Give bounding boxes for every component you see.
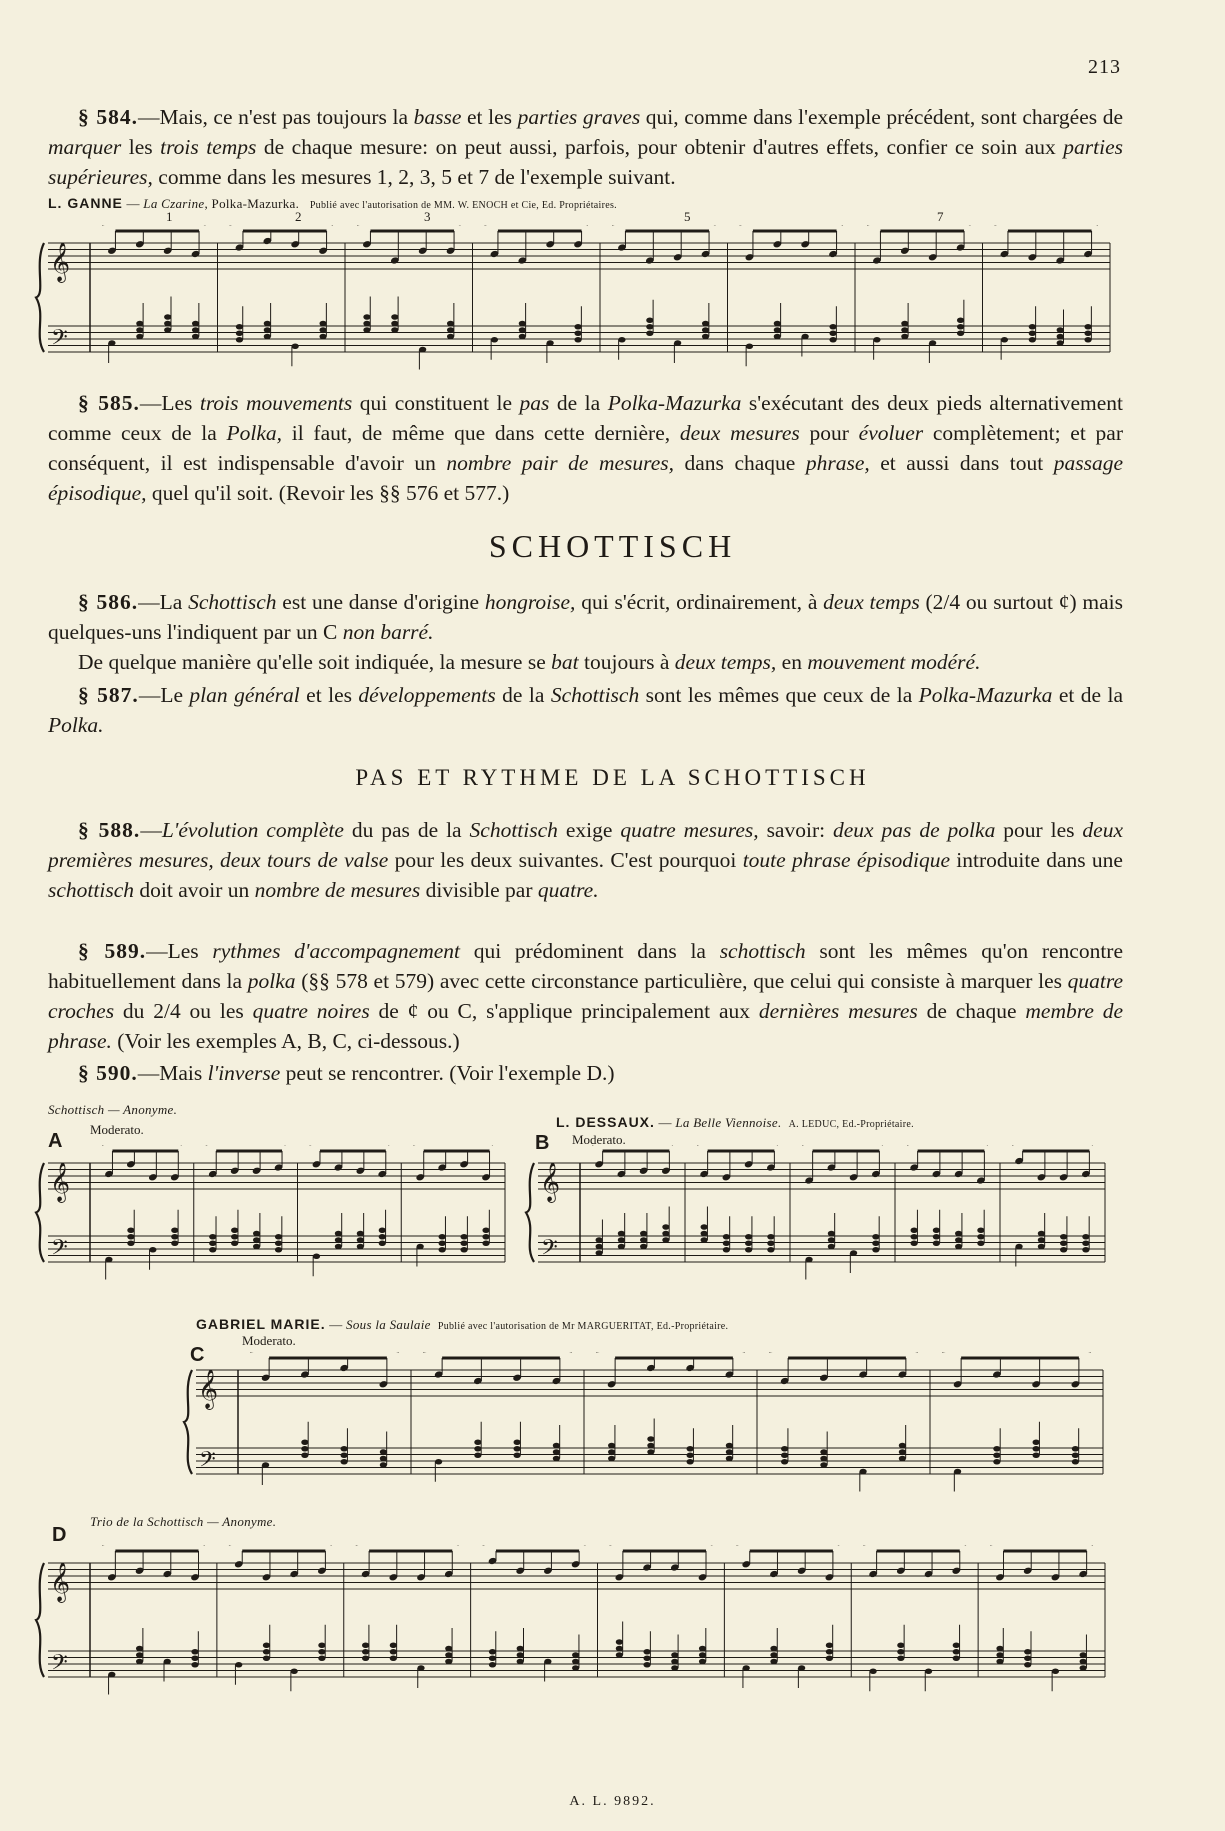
example-c-tempo: Moderato.: [242, 1333, 296, 1348]
example-a-letter: A: [48, 1130, 63, 1152]
svg-text:𝄞: 𝄞: [50, 1562, 71, 1602]
music-notation: [30, 1545, 1125, 1695]
svg-text:𝄞: 𝄞: [198, 1369, 219, 1409]
music-system-ganne: [30, 225, 1130, 370]
paragraph-590: § 590.—Mais l'inverse peut se rencontrer. (Voir l'exemple D.): [78, 1061, 615, 1085]
paragraph-589: § 589.—Les rythmes d'accompagnement qui prédominent dans la schottisch sont les mêmes qu'on rencontre habituellement dans la polka (§§ 578 et 579) avec cette circonstance particulière, que celui qui consiste à marquer les quatre croches du 2/4 ou les quatre noires de ¢ ou C, s'applique principalement aux dernières mesures de chaque membre de phrase. (Voir les exemples A, B, C, ci-dessous.): [48, 939, 1124, 1053]
music-notation: [30, 225, 1130, 370]
svg-text:𝄢: 𝄢: [51, 1235, 68, 1266]
svg-text:𝄞: 𝄞: [540, 1162, 561, 1202]
section-number: § 588.: [78, 818, 141, 842]
svg-text:𝄞: 𝄞: [50, 242, 71, 282]
page-number: 213: [1088, 56, 1121, 78]
example-d-letter: D: [52, 1524, 67, 1546]
music-notation: [30, 1145, 525, 1280]
music-notation: [178, 1352, 1123, 1492]
music-system-c: [178, 1352, 1123, 1492]
music-system-a: [30, 1145, 525, 1280]
paragraph-588: § 588.—L'évolution complète du pas de la Schottisch exige quatre mesures, savoir: deux pas de polka pour les deux premières mesures, deux tours de valse pour les deux suivantes. C'est pourquoi toute phrase épisodique introduite dans une schottisch doit avoir un nombre de mesures divisible par quatre.: [48, 818, 1124, 902]
section-number: § 589.: [78, 939, 147, 963]
example-a-tempo: Moderato.: [90, 1122, 144, 1137]
paragraph-586: § 586.—La Schottisch est une danse d'origine hongroise, qui s'écrit, ordinairement, à deux temps (2/4 ou surtout ¢) mais quelques-uns l'indiquent par un C non barré. De quelque manière qu'elle soit indiquée, la mesure se bat toujours à deux temps, en mouvement modéré.: [48, 590, 1124, 674]
example-c-credit: GABRIEL MARIE. — Sous la Saulaie Publié avec l'autorisation de Mr MARGUERITAT, Ed.-Propriétaire.: [196, 1316, 729, 1332]
section-number: § 590.: [78, 1061, 138, 1085]
svg-text:𝄢: 𝄢: [199, 1447, 216, 1478]
svg-text:𝄢: 𝄢: [51, 1650, 68, 1681]
paragraph-584: § 584.—Mais, ce n'est pas toujours la basse et les parties graves qui, comme dans l'exemple précédent, sont chargées de marquer les trois temps de chaque mesure: on peut aussi, parfois, pour obtenir d'autres effets, confier ce soin aux parties supérieures, comme dans les mesures 1, 2, 3, 5 et 7 de l'exemple suivant.: [48, 105, 1124, 189]
measure-number-3: 3: [424, 209, 431, 224]
paragraph-587: § 587.—Le plan général et les développements de la Schottisch sont les mêmes que ceux de la Polka-Mazurka et de la Polka.: [48, 683, 1124, 737]
section-number: § 585.: [78, 391, 140, 415]
music-system-b: [520, 1145, 1125, 1280]
measure-number-1: 1: [166, 209, 173, 224]
example-credit-ganne: L. GANNE — La Czarine, Polka-Mazurka. Publié avec l'autorisation de MM. W. ENOCH et Cie, Ed. Propriétaires.: [48, 195, 617, 211]
example-b-tempo: Moderato.: [572, 1132, 626, 1147]
example-a-source: Schottisch — Anonyme.: [48, 1102, 178, 1117]
example-c-letter: C: [190, 1344, 205, 1366]
measure-number-7: 7: [937, 209, 944, 224]
section-number: § 587.: [78, 683, 139, 707]
measure-number-5: 5: [684, 209, 691, 224]
svg-text:𝄞: 𝄞: [50, 1162, 71, 1202]
measure-number-2: 2: [295, 209, 302, 224]
paragraph-585: § 585.—Les trois mouvements qui constituent le pas de la Polka-Mazurka s'exécutant des deux pieds alternativement comme ceux de la Polka, il faut, de même que dans cette dernière, deux mesures pour évoluer complètement; et par conséquent, il est indispensable d'avoir un nombre pair de mesures, dans chaque phrase, et aussi dans tout passage épisodique, quel qu'il soit. (Revoir les §§ 576 et 577.): [48, 391, 1124, 505]
svg-text:𝄢: 𝄢: [541, 1235, 558, 1266]
heading-pas-et-rythme: PAS ET RYTHME DE LA SCHOTTISCH: [355, 765, 870, 790]
section-number: § 584.: [78, 105, 138, 129]
example-b-credit: L. DESSAUX. — La Belle Viennoise. A. LEDUC, Ed.-Propriétaire.: [556, 1114, 914, 1130]
section-number: § 586.: [78, 590, 139, 614]
example-d-source: Trio de la Schottisch — Anonyme.: [90, 1514, 277, 1529]
music-system-d: [30, 1545, 1125, 1695]
heading-schottisch: SCHOTTISCH: [488, 528, 737, 564]
svg-text:𝄢: 𝄢: [51, 325, 68, 356]
plate-number: A. L. 9892.: [569, 1794, 656, 1809]
music-notation: [520, 1145, 1125, 1280]
example-b-letter: B: [535, 1132, 550, 1154]
